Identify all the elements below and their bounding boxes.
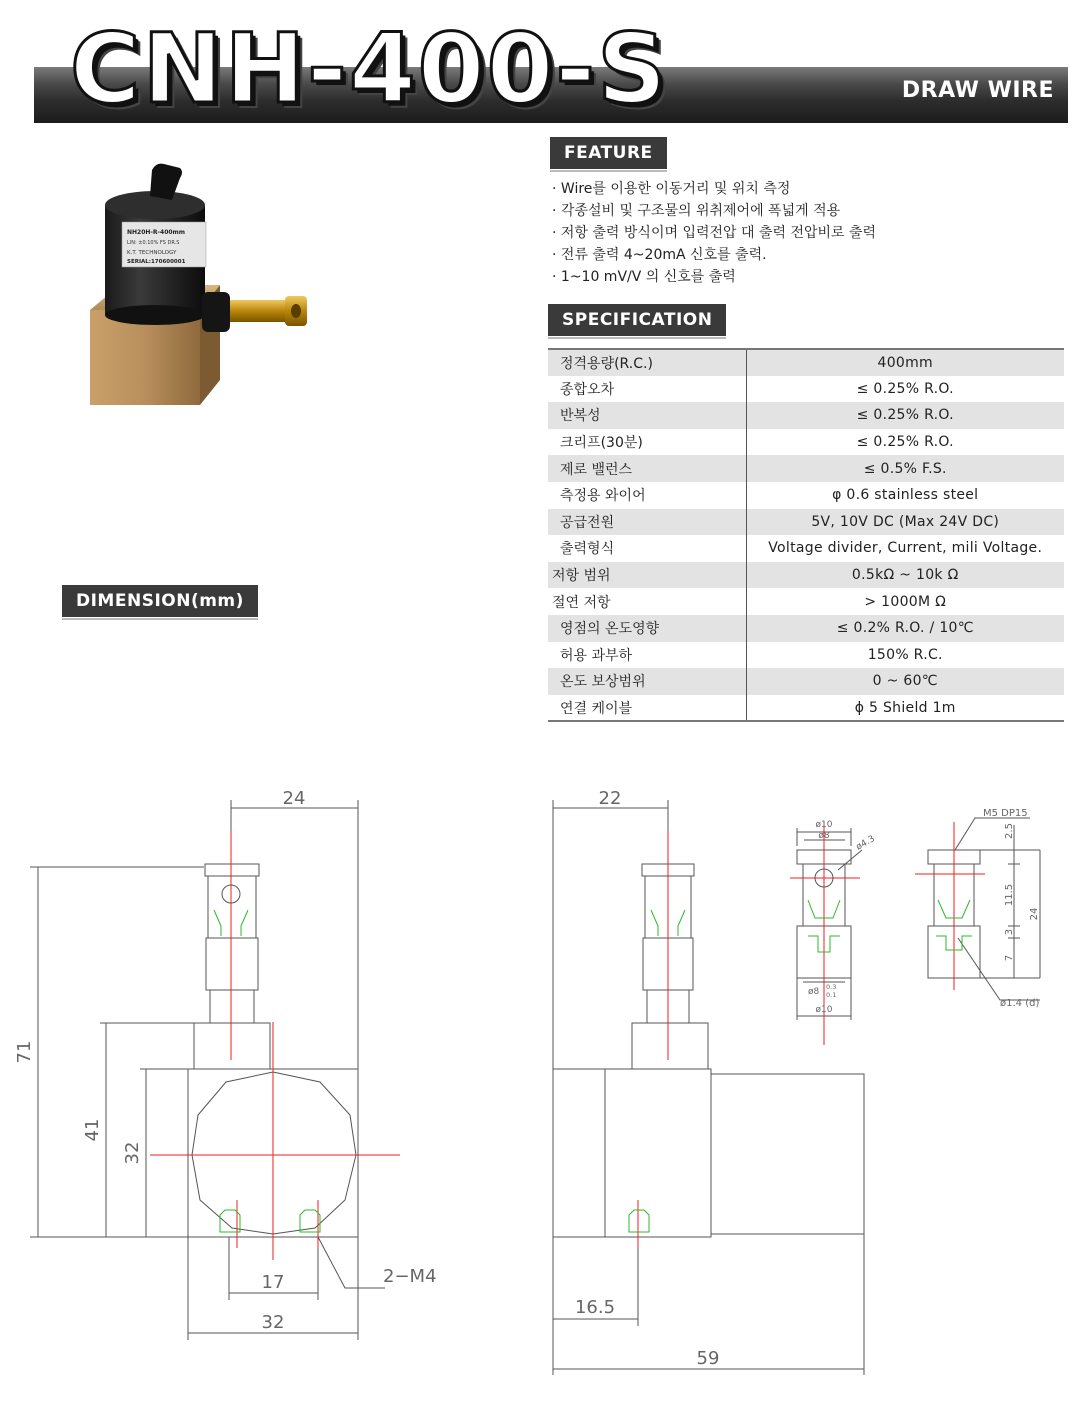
spec-value: ≤ 0.2% R.O. / 10℃ [836,620,974,637]
spec-value: 0 ~ 60℃ [872,673,938,690]
dim-label: 2−M4 [383,1266,437,1287]
feature-list [552,178,876,288]
spec-value: > 1000M Ω [864,593,947,610]
dimension-label: DIMENSION(mm) [62,585,258,617]
table-row [548,349,1064,376]
spec-value: ≤ 0.25% R.O. [856,380,954,397]
spec-value: ≤ 0.25% R.O. [856,434,954,451]
dim-label: 71 [14,1040,35,1064]
spec-key: 제로 밸런스 [548,455,746,482]
spec-table [548,348,1064,722]
spec-key: 온도 보상범위 [548,668,746,695]
spec-value: ≤ 0.5% F.S. [863,460,947,477]
dim-label: ø1.4 (d) [1000,998,1040,1009]
feature-item: · 1~10 mV/V 의 신호를 출력 [552,266,876,288]
table-row [548,615,1064,642]
table-row [548,668,1064,695]
spec-key: 종합오차 [548,376,746,403]
dim-label: M5 DP15 [983,808,1028,819]
dim-label: 3 [1004,928,1015,936]
specification-label: SPECIFICATION [548,304,726,336]
dim-label: 24 [1029,907,1040,921]
table-row [548,402,1064,429]
dim-label: 2.5 [1004,823,1015,839]
table-row [548,429,1064,456]
table-row [548,562,1064,589]
photo-label-line: LIN: ±0.10% FS DR.S [127,240,180,246]
spec-value: 5V, 10V DC (Max 24V DC) [811,513,1000,530]
spec-key: 연결 케이블 [548,695,746,722]
dim-label: 24 [282,788,306,809]
dim-label: 7 [1004,954,1015,962]
model-title: CNH-400-S [70,13,669,125]
table-row [548,482,1064,509]
spec-value: 0.5kΩ ~ 10k Ω [851,567,959,584]
table-row [548,695,1064,722]
dim-label: 41 [82,1118,103,1142]
product-photo [80,160,330,420]
dim-label: 22 [598,788,622,809]
spec-key: 절연 저항 [548,588,746,615]
photo-label-line: NH20H-R-400mm [127,229,186,236]
spec-value: φ 0.6 stainless steel [832,487,979,504]
spec-value: ≤ 0.25% R.O. [856,407,954,424]
dim-label: 32 [261,1312,285,1333]
dim-label: 17 [261,1272,285,1293]
spec-key: 측정용 와이어 [548,482,746,509]
spec-key: 허용 과부하 [548,642,746,669]
feature-item: · Wire를 이용한 이동거리 및 위치 측정 [552,178,876,200]
dim-label: ø8 [818,831,830,841]
spec-key: 출력형식 [548,535,746,562]
spec-key: 저항 범위 [548,562,746,589]
spec-key: 반복성 [548,402,746,429]
table-row [548,588,1064,615]
photo-label-line: SERIAL:170600001 [127,259,186,265]
spec-value: 150% R.C. [867,646,943,663]
dimension-drawing [0,760,1076,1400]
dim-label: ø10 [815,820,833,830]
table-row [548,535,1064,562]
spec-key: 정격용량(R.C.) [548,349,746,376]
spec-key: 영점의 온도영향 [548,615,746,642]
table-row [548,642,1064,669]
feature-item: · 전류 출력 4~20mA 신호를 출력. [552,244,876,266]
spec-key: 공급전원 [548,509,746,536]
dim-label: 16.5 [574,1297,616,1318]
table-row [548,376,1064,403]
spec-value: Voltage divider, Current, mili Voltage. [768,540,1043,557]
header-subtitle: DRAW WIRE [901,78,1054,103]
spec-key: 크리프(30분) [548,429,746,456]
feature-item: · 저항 출력 방식이며 입력전압 대 출력 전압비로 출력 [552,222,876,244]
dim-label: 59 [696,1348,720,1369]
spec-value: 400mm [877,354,933,371]
photo-label-line: K.T. TECHNOLOGY [127,250,177,256]
dim-label: 0.1 [826,991,837,999]
table-row [548,509,1064,536]
dim-label: ø10 [815,1005,833,1015]
table-row [548,455,1064,482]
dim-label: 11.5 [1004,883,1015,907]
dim-label: 32 [122,1141,143,1165]
dim-label: ø8 [808,987,820,997]
dim-label: ø4.3 [854,834,877,853]
feature-item: · 각종설비 및 구조물의 위취제어에 폭넓게 적용 [552,200,876,222]
feature-label: FEATURE [550,137,667,169]
spec-value: ϕ 5 Shield 1m [854,699,956,716]
dim-label: 0.3 [826,983,837,991]
